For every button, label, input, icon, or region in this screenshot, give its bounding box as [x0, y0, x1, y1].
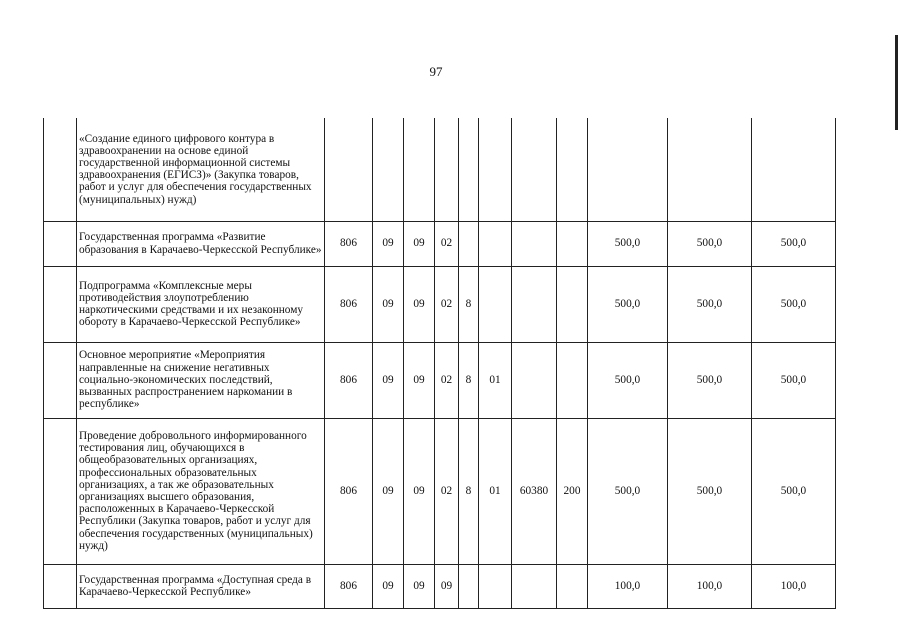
- activity-code: [479, 266, 512, 342]
- row-name: «Создание единого цифрового контура в здравоохранении на основе единой государственной информационной системы здравоохранения (ЕГИСЗ)» (Закупка товаров, работ и услуг для обеспечения государственных (муниципальных) нужд): [77, 118, 325, 221]
- direction-code: [512, 342, 557, 418]
- amount-year-3: 500,0: [752, 342, 836, 418]
- subsection-code: 09: [404, 564, 435, 608]
- expense-type-code: [557, 221, 588, 266]
- activity-code: 01: [479, 342, 512, 418]
- ministry-code: 806: [325, 221, 373, 266]
- table-row: [44, 342, 836, 418]
- section-code: 09: [373, 418, 404, 564]
- table-row: [44, 418, 836, 564]
- section-code: 09: [373, 221, 404, 266]
- amount-year-3: 500,0: [752, 221, 836, 266]
- amount-year-1: 500,0: [588, 266, 668, 342]
- amount-year-2: [668, 118, 752, 221]
- amount-year-3: 100,0: [752, 564, 836, 608]
- section-code: 09: [373, 266, 404, 342]
- table-row: [44, 221, 836, 266]
- blank-cell: [44, 221, 77, 266]
- program-code: [435, 118, 459, 221]
- amount-year-1: 500,0: [588, 221, 668, 266]
- row-name: Проведение добровольного информированного тестирования лиц, обучающихся в общеобразовательных организациях, профессиональных образовательных организациях, а так же образовательных организациях высшего образования, расположенных в Карачаево-Черкесской Республики (Закупка товаров, работ и услуг для обеспечения государственных (муниципальных) нужд): [77, 418, 325, 564]
- program-code: 09: [435, 564, 459, 608]
- row-name: Государственная программа «Доступная среда в Карачаево-Черкесской Республике»: [77, 564, 325, 608]
- subprogram-code: 8: [459, 266, 479, 342]
- subsection-code: 09: [404, 221, 435, 266]
- subprogram-code: [459, 221, 479, 266]
- direction-code: 60380: [512, 418, 557, 564]
- activity-code: [479, 221, 512, 266]
- ministry-code: 806: [325, 342, 373, 418]
- blank-cell: [44, 266, 77, 342]
- ministry-code: 806: [325, 266, 373, 342]
- budget-table: [43, 118, 836, 609]
- subprogram-code: [459, 118, 479, 221]
- blank-cell: [44, 342, 77, 418]
- direction-code: [512, 221, 557, 266]
- section-code: 09: [373, 564, 404, 608]
- amount-year-2: 500,0: [668, 418, 752, 564]
- amount-year-1: 500,0: [588, 342, 668, 418]
- row-name: Подпрограмма «Комплексные меры противодействия злоупотреблению наркотическими средствами и их незаконному обороту в Карачаево-Черкесской Республике»: [77, 266, 325, 342]
- activity-code: [479, 118, 512, 221]
- blank-cell: [44, 118, 77, 221]
- direction-code: [512, 266, 557, 342]
- subprogram-code: 8: [459, 418, 479, 564]
- program-code: 02: [435, 221, 459, 266]
- expense-type-code: 200: [557, 418, 588, 564]
- row-name: Государственная программа «Развитие образования в Карачаево-Черкесской Республике»: [77, 221, 325, 266]
- subprogram-code: 8: [459, 342, 479, 418]
- subsection-code: 09: [404, 418, 435, 564]
- program-code: 02: [435, 266, 459, 342]
- subsection-code: 09: [404, 342, 435, 418]
- direction-code: [512, 564, 557, 608]
- subprogram-code: [459, 564, 479, 608]
- subsection-code: [404, 118, 435, 221]
- activity-code: 01: [479, 418, 512, 564]
- blank-cell: [44, 418, 77, 564]
- expense-type-code: [557, 342, 588, 418]
- amount-year-1: 100,0: [588, 564, 668, 608]
- amount-year-2: 100,0: [668, 564, 752, 608]
- table-row: [44, 564, 836, 608]
- table-row: [44, 266, 836, 342]
- amount-year-2: 500,0: [668, 342, 752, 418]
- expense-type-code: [557, 118, 588, 221]
- row-name: Основное мероприятие «Мероприятия направленные на снижение негативных социально-экономических последствий, вызванных распространением наркомании в республике»: [77, 342, 325, 418]
- amount-year-1: [588, 118, 668, 221]
- ministry-code: 806: [325, 418, 373, 564]
- blank-cell: [44, 564, 77, 608]
- subsection-code: 09: [404, 266, 435, 342]
- program-code: 02: [435, 418, 459, 564]
- amount-year-3: 500,0: [752, 418, 836, 564]
- page-number: 97: [429, 64, 443, 79]
- table-row: [44, 118, 836, 221]
- activity-code: [479, 564, 512, 608]
- amount-year-1: 500,0: [588, 418, 668, 564]
- scan-edge-bar: [895, 35, 898, 130]
- amount-year-2: 500,0: [668, 221, 752, 266]
- ministry-code: 806: [325, 564, 373, 608]
- program-code: 02: [435, 342, 459, 418]
- amount-year-3: 500,0: [752, 266, 836, 342]
- direction-code: [512, 118, 557, 221]
- section-code: 09: [373, 342, 404, 418]
- amount-year-3: [752, 118, 836, 221]
- expense-type-code: [557, 266, 588, 342]
- expense-type-code: [557, 564, 588, 608]
- ministry-code: [325, 118, 373, 221]
- section-code: [373, 118, 404, 221]
- amount-year-2: 500,0: [668, 266, 752, 342]
